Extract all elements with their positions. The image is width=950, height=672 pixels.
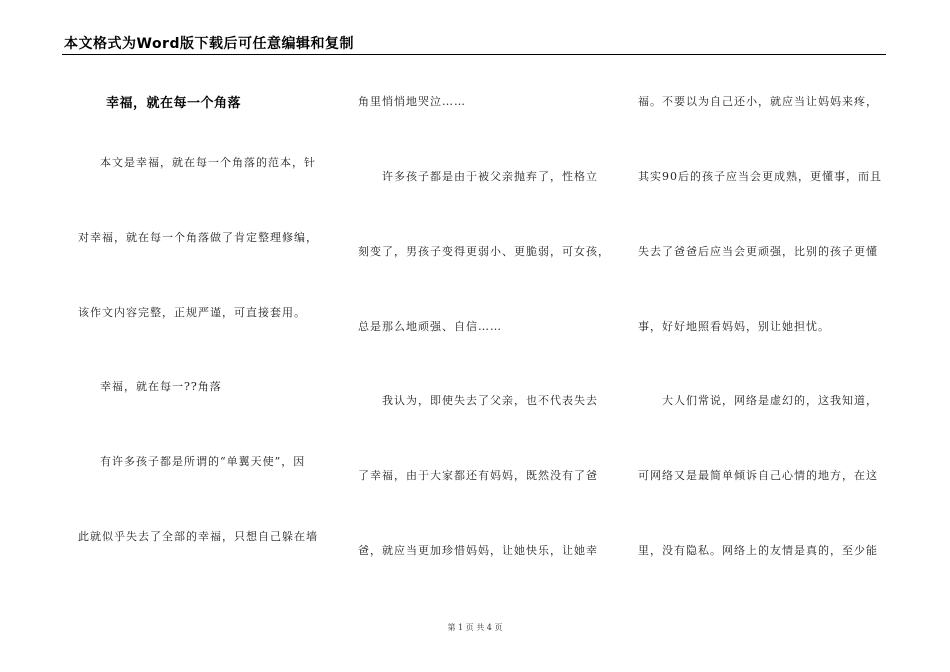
document-header: 本文格式为Word版下载后可任意编辑和复制 [64, 36, 354, 52]
section-heading: 幸福，就在每一??角落 [100, 380, 222, 393]
text-column-3 [638, 0, 890, 672]
text-line: 了幸福，由于大家都还有妈妈，既然没有了爸 [358, 469, 598, 482]
text-line: 此就似乎失去了全部的幸福，只想自己躲在墙 [78, 530, 318, 543]
text-line: 刻变了，男孩子变得更弱小、更脆弱，可女孩， [358, 245, 610, 258]
text-line: 事，好好地照看妈妈，别让她担忧。 [638, 320, 830, 333]
text-column-1 [78, 0, 330, 672]
article-title: 幸福，就在每一个角落 [106, 96, 242, 111]
text-line: 大人们常说，网络是虚幻的，这我知道， [662, 394, 878, 407]
text-line: 总是那么地顽强、自信…… [358, 320, 502, 333]
text-line: 本文是幸福，就在每一个角落的范本，针 [100, 156, 316, 169]
text-line: 福。不要以为自己还小，就应当让妈妈来疼， [638, 95, 878, 108]
page-number: 第 1 页 共 4 页 [447, 623, 503, 632]
text-line: 许多孩子都是由于被父亲抛弃了，性格立 [382, 170, 598, 183]
text-line: 我认为，即使失去了父亲，也不代表失去 [382, 394, 598, 407]
text-line: 其实90后的孩子应当会更成熟，更懂事，而且 [638, 170, 882, 183]
text-line: 角里悄悄地哭泣…… [358, 95, 466, 108]
text-line: 有许多孩子都是所谓的“单翼天使”，因 [100, 455, 306, 468]
text-line: 里，没有隐私。网络上的友情是真的，至少能 [638, 544, 878, 557]
text-line: 对幸福，就在每一个角落做了肯定整理修编， [78, 231, 318, 244]
text-line: 失去了爸爸后应当会更顽强，比别的孩子更懂 [638, 245, 878, 258]
text-line: 可网络又是最简单倾诉自己心情的地方，在这 [638, 469, 878, 482]
text-line: 爸，就应当更加珍惜妈妈，让她快乐，让她幸 [358, 544, 598, 557]
text-column-2 [358, 0, 610, 672]
text-line: 该作文内容完整，正规严谨，可直接套用。 [78, 306, 306, 319]
